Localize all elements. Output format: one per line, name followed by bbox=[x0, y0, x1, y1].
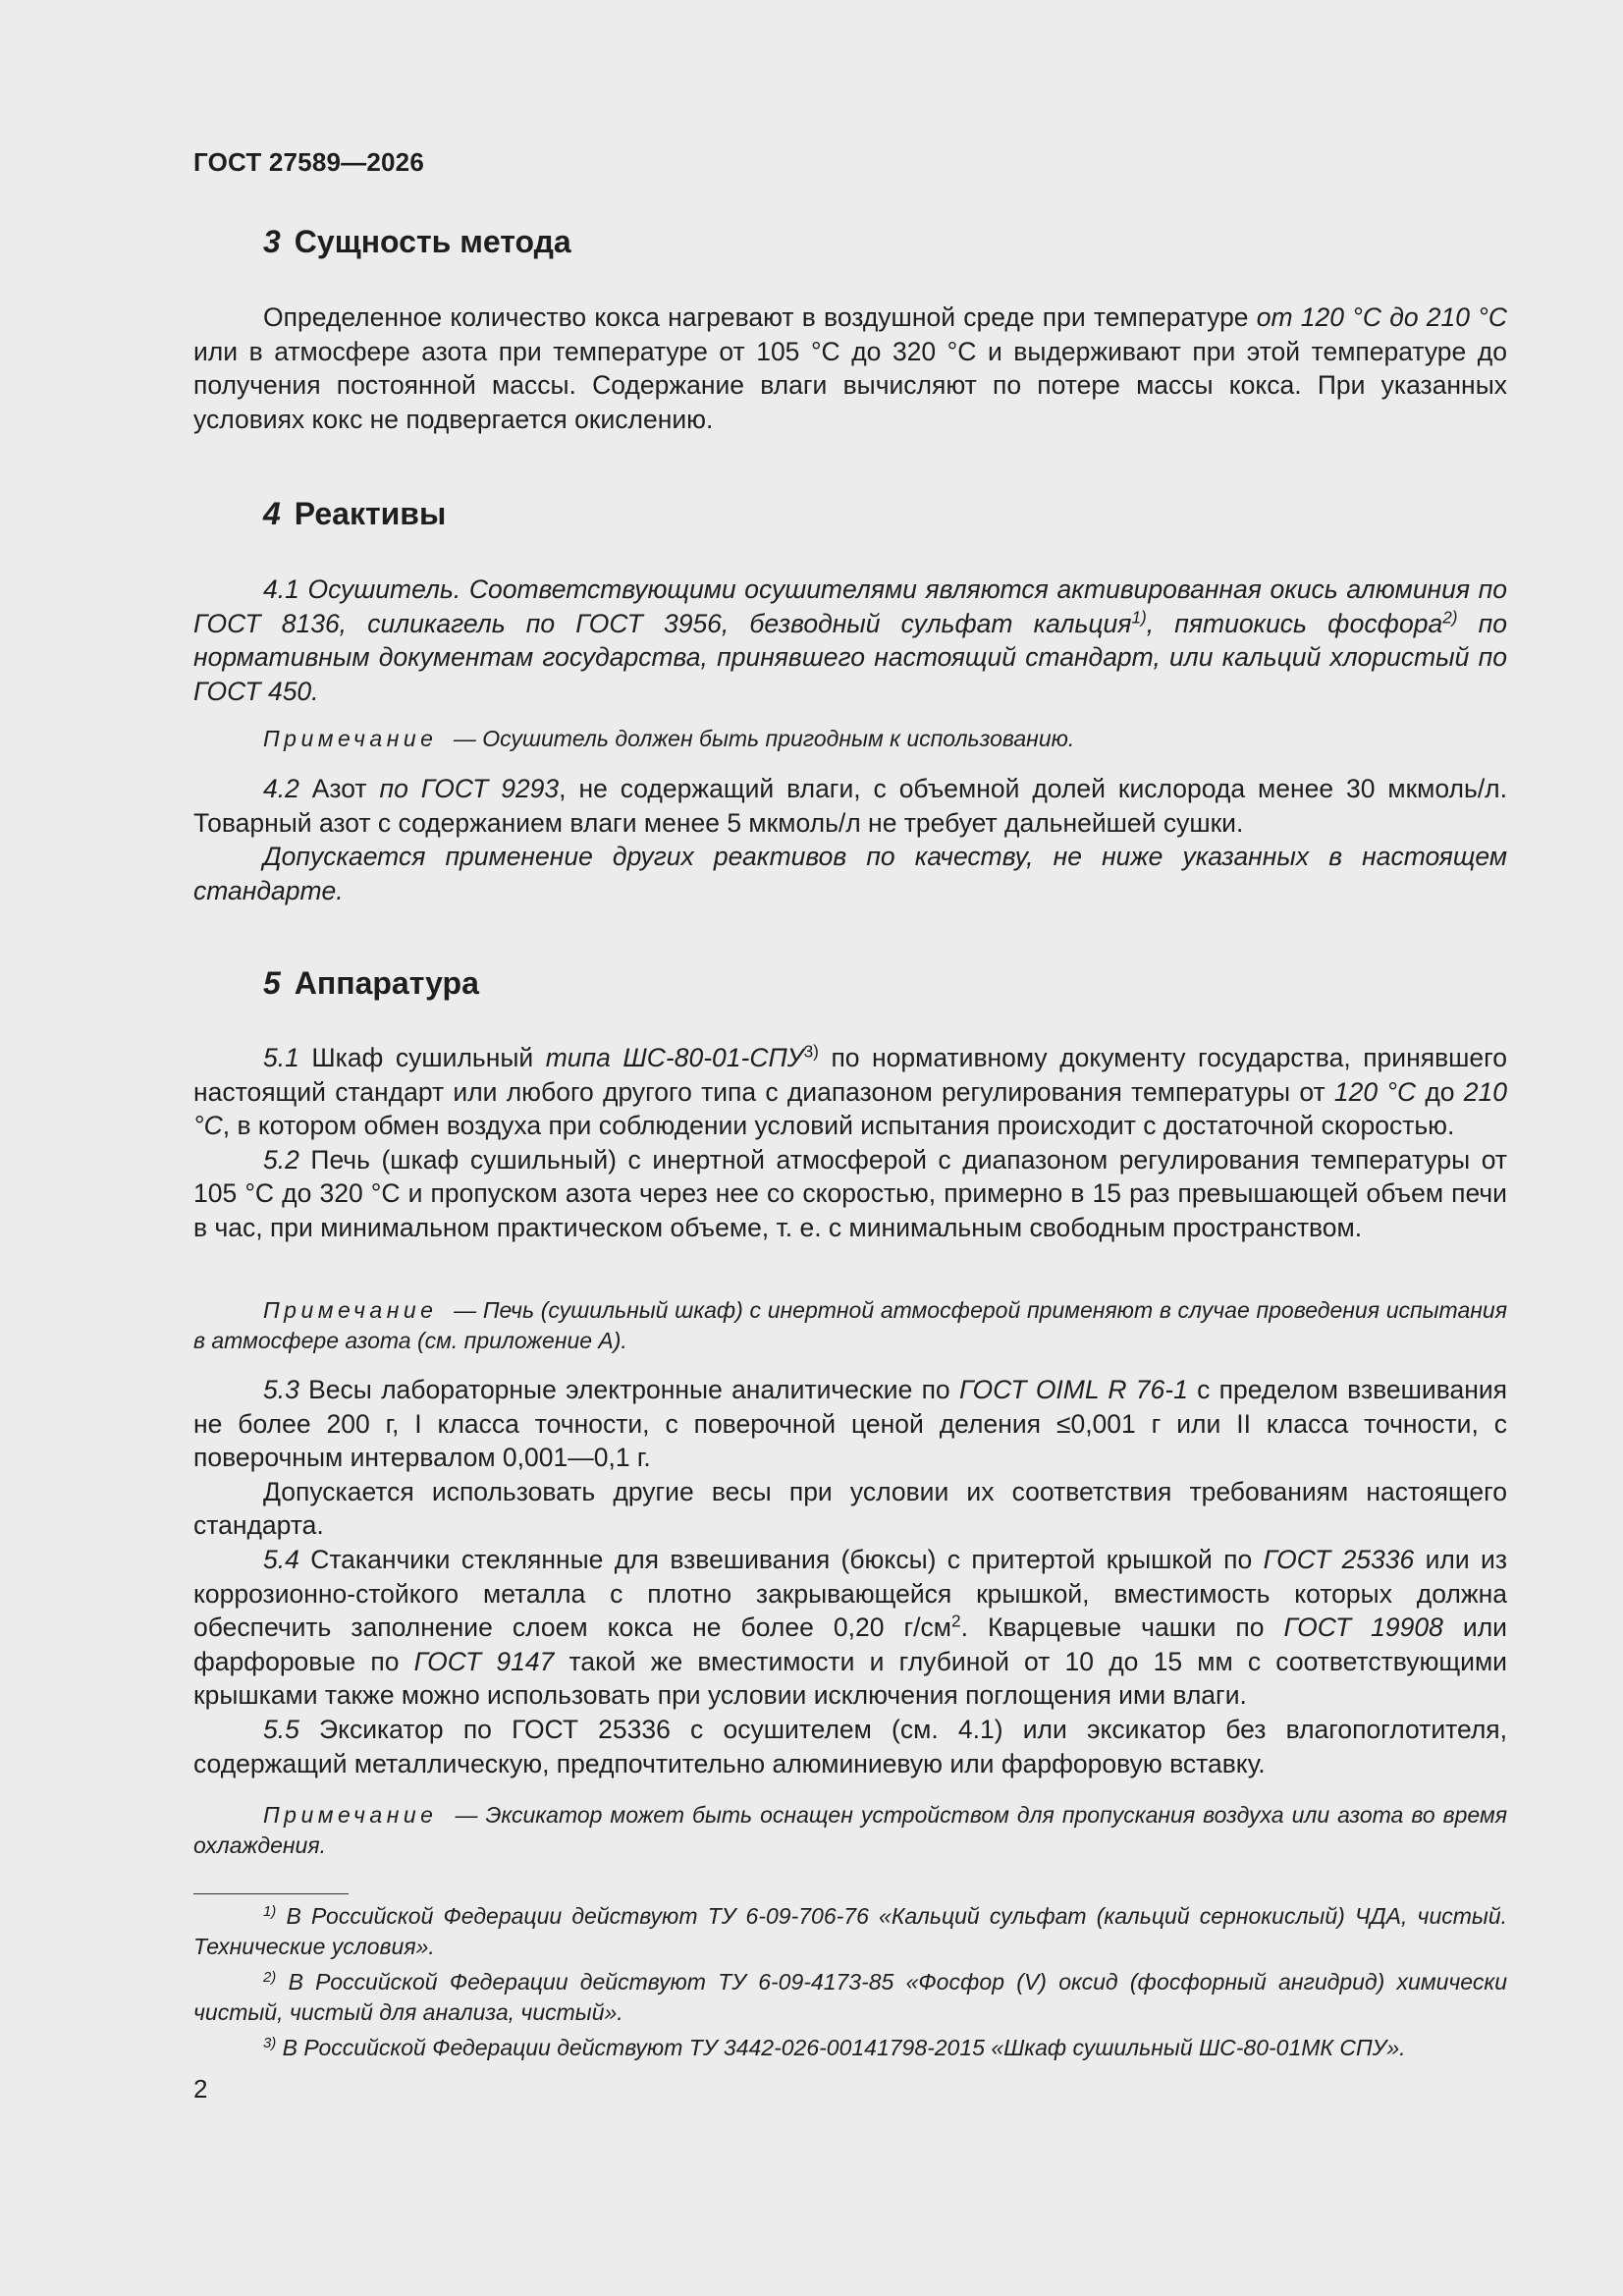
page-number: 2 bbox=[193, 2074, 208, 2104]
section-number: 3 bbox=[263, 224, 281, 259]
footnote: $^{2)}$ В Российской Федерации действуют ТУ 6-09-4173-85 «Фосфор (V) оксид (фосфорный ангидрид) химически чистый, чистый для анализа, чистый». bbox=[193, 1968, 1507, 2025]
note-4-1: Примечание — Осушитель должен быть пригодным к использованию. bbox=[263, 726, 1075, 751]
section-number: 4 bbox=[263, 496, 281, 531]
paragraph: 5.5 Эксикатор по ГОСТ 25336 с осушителем (см. 4.1) или эксикатор без влагопоглотителя, содержащий металлическую, предпочтительно алюминиевую или фарфоровую вставку. bbox=[193, 1714, 1507, 1778]
running-header: ГОСТ 27589—2026 bbox=[193, 147, 424, 177]
footnotes bbox=[193, 1901, 1507, 2068]
section-3-body bbox=[193, 301, 1507, 436]
paragraph: 4.2 Азот по ГОСТ 9293, не содержащий влаги, с объемной долей кислорода менее 30 мкмоль/л. Товарный азот с содержанием влаги менее 5 мкмоль/л не требует дальнейшей сушки. bbox=[193, 774, 1508, 838]
section-title: Реактивы bbox=[294, 496, 447, 531]
note-5-2: Примечание — Печь (сушильный шкаф) с инертной атмосферой применяют в случае проведения испытания в атмосфере азота (см. приложение А). bbox=[193, 1297, 1507, 1353]
clauses-5-3-5-5 bbox=[193, 1373, 1507, 1780]
section-5-heading bbox=[263, 965, 479, 1002]
section-number: 5 bbox=[263, 965, 281, 1001]
paragraph: Определенное количество кокса нагревают в воздушной среде при температуре от 120 °C до 210 °C или в атмосфере азота при температуре от 105 °C до 320 °C и выдерживают при этой температуре до получения постоянной массы. Содержание влаги вычисляют по потере массы кокса. При указанных условиях кокс не подвергается окислению. bbox=[193, 302, 1507, 434]
section-3-heading bbox=[263, 224, 571, 260]
paragraph: 5.3 Весы лабораторные электронные аналитические по ГОСТ OIML R 76-1 с пределом взвешивания не более 200 г, I класса точности, с поверочной ценой деления ≤0,001 г или II класса точности, с поверочным интервалом 0,001—0,1 г. bbox=[193, 1375, 1507, 1473]
footnote-separator bbox=[193, 1893, 349, 1894]
clauses-5-1-5-2 bbox=[193, 1041, 1507, 1245]
paragraph: Допускается использовать другие весы при условии их соответствия требованиям настоящего стандарта. bbox=[193, 1476, 1507, 1541]
footnote: $^{3)}$ В Российской Федерации действуют ТУ 3442-026-00141798-2015 «Шкаф сушильный ШС-80-01МК СПУ». bbox=[263, 2034, 1406, 2060]
paragraph: 4.1 Осушитель. Соответствующими осушителями являются активированная окись алюминия по ГОСТ 8136, силикагель по ГОСТ 3956, безводный сульфат кальция$^{1)}$, пятиокись фосфора$^{2)}$ по нормативным документам государства, принявшего настоящий стандарт, или кальций хлористый по ГОСТ 450. bbox=[193, 574, 1507, 706]
clause-4-2 bbox=[193, 772, 1507, 907]
note-5-5: Примечание — Эксикатор может быть оснащен устройством для пропускания воздуха или азота во время охлаждения. bbox=[193, 1802, 1507, 1858]
paragraph: 5.1 Шкаф сушильный типа ШС-80-01-СПУ$^{3)}$ по нормативному документу государства, принявшего настоящий стандарт или любого другого типа с диапазоном регулирования температуры от 120 °C до 210 °C, в котором обмен воздуха при соблюдении условий испытания происходит с достаточной скоростью. bbox=[193, 1041, 1507, 1141]
footnote: $^{1)}$ В Российской Федерации действуют ТУ 6-09-706-76 «Кальций сульфат (кальций сернокислый) ЧДА, чистый. Технические условия». bbox=[193, 1902, 1507, 1959]
section-title: Сущность метода bbox=[294, 224, 571, 259]
section-4-heading bbox=[263, 496, 446, 532]
paragraph: 5.4 Стаканчики стеклянные для взвешивания (бюксы) с притертой крышкой по ГОСТ 25336 или из коррозионно-стойкого металла с плотно закрывающейся крышкой, вместимость которых должна обеспечить заполнение слоем кокса не более 0,20 $г/см^2$. Кварцевые чашки по ГОСТ 19908 или фарфоровые по ГОСТ 9147 такой же вместимости и глубиной от 10 до 15 мм с соответствующими крышками также можно использовать при условии исключения поглощения ими влаги. bbox=[193, 1544, 1507, 1711]
clause-4-1 bbox=[193, 573, 1507, 708]
section-title: Аппаратура bbox=[294, 965, 479, 1001]
paragraph: Допускается применение других реактивов по качеству, не ниже указанных в настоящем стандарте. bbox=[193, 842, 1507, 905]
paragraph: 5.2 Печь (шкаф сушильный) с инертной атмосферой с диапазоном регулирования температуры от 105 °C до 320 °C и пропуском азота через нее со скоростью, примерно в 15 раз превышающей объем печи в час, при минимальном практическом объеме, т. е. с минимальным свободным пространством. bbox=[193, 1144, 1507, 1242]
